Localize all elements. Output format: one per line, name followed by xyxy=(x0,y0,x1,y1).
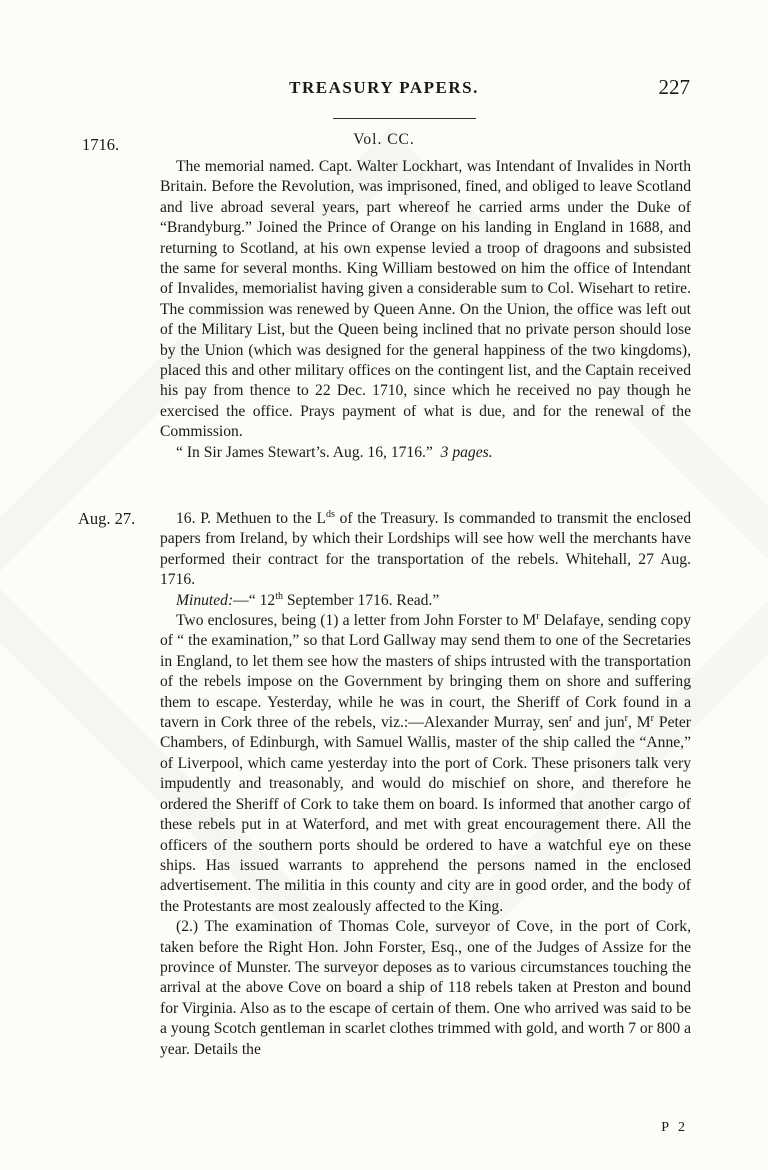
running-title: TREASURY PAPERS. xyxy=(289,78,479,97)
enclosure-two: (2.) The examination of Thomas Cole, surveyor of Cove, in the port of Cork, taken before the Right Hon. John Forster, Esq., one of the Judges of Assize for the province of Munster. The surveyor deposes as to various circumstances touching the arrival at the above Cove on board a ship of 118 rebels taken at Preston and bound for Virginia. Also as to the escape of certain of them. One who arrived was said to be a young Scotch gentleman in scarlet clothes trimmed with gold, and worth 7 or 800 a year. Details the xyxy=(160,918,691,1058)
minuted-label: Minuted: xyxy=(176,591,234,609)
printer-signature: P 2 xyxy=(661,1120,688,1135)
entry-lead xyxy=(160,509,691,591)
enclosure-one-text-b: Delafaye, sending copy of “ the examination,” so that Lord Gallway may send them to one of the Secretaries in England, to let them see how the masters of ships intrusted with the transportation of the rebels impose on the Government by bringing them on shore and suffering them to escape. Yesterday, while he was in court, the Sheriff of Cork found in a tavern in Cork three of the rebels, viz.:—Alexander Murray, sen xyxy=(160,612,691,732)
minuted-line xyxy=(160,591,691,611)
header-rule xyxy=(333,118,476,119)
entry-methuen-letter xyxy=(160,509,691,1060)
enclosure-one xyxy=(160,611,691,917)
lead-text-start: P. Methuen to the L xyxy=(200,510,326,527)
memorial-paragraph: The memorial named. Capt. Walter Lockhart, was Intendant of Invalides in North Britain. Before the Revolution, was imprisoned, fined, and obliged to leave Scotland and live abroad several years, part whereof he carried arms under the Duke of “Brandyburg.” Joined the Prince of Orange on his landing in England in 1688, and returning to Scotland, at his own expense levied a troop of dragoons and subsisted the same for several months. King William bestowed on him the office of Intendant of Invalides, memorialist having given a considerable sum to Col. Wisehart to retire. The commission was renewed by Queen Anne. On the Union, the office was left out of the Military List, but the Queen being inclined that no private person should lose by the Union (which was designed for the general happiness of the two kingdoms), placed this and other military offices on the contingent list, and the Captain received his pay from thence to 22 Dec. 1710, since which he received no pay though he exercised the office. Prays payment of what is due, and for the renewal of the Commission. xyxy=(160,158,691,441)
enclosure-sup: r xyxy=(569,712,573,724)
enclosure-one-text-d: , M xyxy=(628,714,651,732)
margin-year: 1716. xyxy=(82,135,120,154)
enclosure-sup: r xyxy=(536,610,540,622)
lds-superscript: ds xyxy=(325,508,335,520)
volume-heading: Vol. CC. xyxy=(353,131,415,148)
enclosure-sup: r xyxy=(650,712,655,724)
entry-number: 16. xyxy=(176,510,196,527)
entry-memorial-lockhart xyxy=(160,157,691,463)
minuted-superscript: th xyxy=(275,590,283,602)
lead-text-rest: of the Treasury. Is commanded to transmit the enclosed papers from Ireland, by which their Lordships will see how well the merchants have performed their contract for the transportation of the rebels. Whitehall, 27 Aug. 1716. xyxy=(160,510,691,589)
enclosure-sup: r xyxy=(624,712,628,724)
minuted-text-end: September 1716. Read.” xyxy=(282,591,440,609)
margin-date-aug27: Aug. 27. xyxy=(78,509,136,528)
enclosure-one-text-c: and jun xyxy=(572,714,625,732)
endorsement-line xyxy=(160,443,691,463)
enclosure-one-text-e: Peter Chambers, of Edinburgh, with Samuel Wallis, master of the ship called the “Anne,” of Liverpool, which came yesterday into the port of Cork. These prisoners talk very impudently and treasonably, and would do mischief on shore, and therefore he ordered the Sheriff of Cork to take them on board. Is informed that another cargo of these rebels put in at Waterford, and met with great encouragement there. All the officers of the southern ports should be ordered to have a watchful eye on these ships. Has issued warrants to apprehend the persons named in the enclosed advertisement. The militia in this county and city are in good order, and the body of the Protestants are most zealously affected to the King. xyxy=(160,714,691,915)
enclosure-one-text-a: Two enclosures, being (1) a letter from John Forster to M xyxy=(176,612,537,630)
minuted-text: —“ 12 xyxy=(233,591,276,609)
endorsement-text: “ In Sir James Stewart’s. Aug. 16, 1716.” xyxy=(176,443,433,461)
page-count: 3 pages. xyxy=(440,443,493,461)
page-number: 227 xyxy=(658,75,690,99)
